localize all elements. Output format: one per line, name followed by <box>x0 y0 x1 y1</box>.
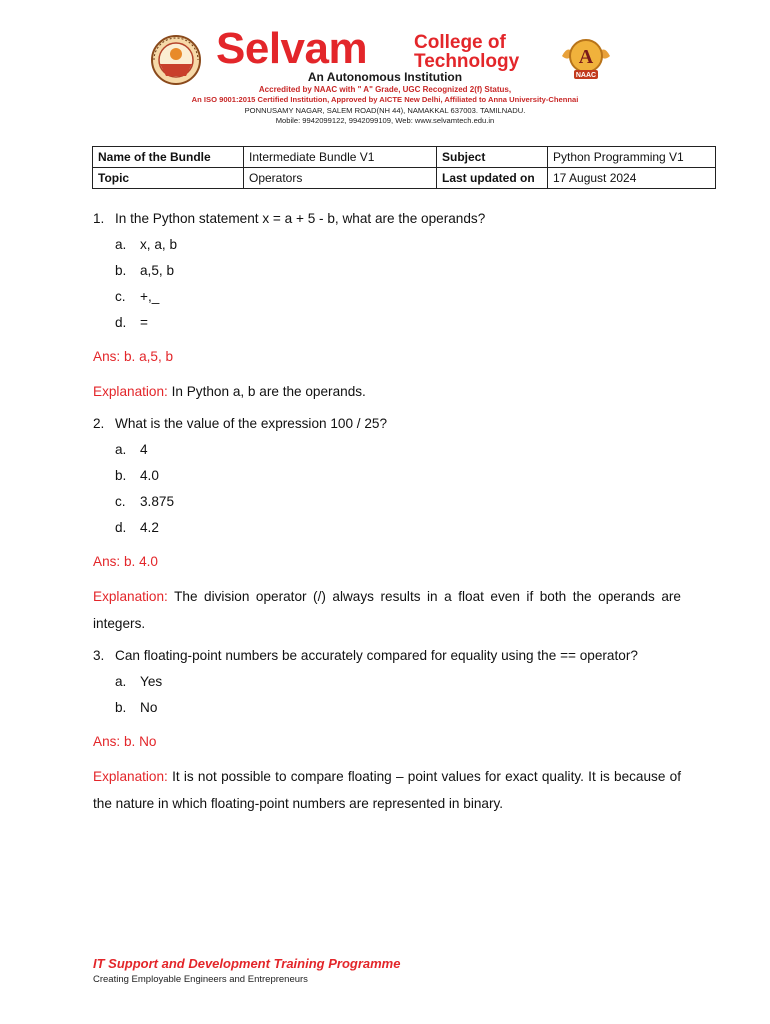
answer-line: Ans: b. 4.0 <box>93 554 158 569</box>
options-list <box>93 232 681 336</box>
table-row <box>93 168 716 189</box>
question-text: In the Python statement x = a + 5 - b, what are the operands? <box>115 211 486 226</box>
option-letter: b. <box>115 263 127 278</box>
answer-line: Ans: b. a,5, b <box>93 349 174 364</box>
list-item <box>93 284 681 310</box>
bundle-info-table <box>92 146 716 189</box>
explanation <box>93 583 681 637</box>
option-letter: c. <box>115 289 126 304</box>
question-text: What is the value of the expression 100 / 25? <box>115 416 388 431</box>
option-text: 3.875 <box>140 494 175 509</box>
option-letter: b. <box>115 468 127 483</box>
answer-line: Ans: b. No <box>93 734 157 749</box>
address-line: PONNUSAMY NAGAR, SALEM ROAD(NH 44), NAMAKKAL 637003. TAMILNADU. <box>244 106 526 115</box>
bundle-label: Name of the Bundle <box>93 147 244 168</box>
explanation-text: The division operator (/) always results in a float even if both the operands are integers. <box>93 589 681 631</box>
bundle-value: Intermediate Bundle V1 <box>244 147 437 168</box>
option-text: +,_ <box>140 289 160 304</box>
iso-line: An ISO 9001:2015 Certified Institution, Approved by AICTE New Delhi, Affiliated to Anna University-Chennai <box>191 95 579 104</box>
question-2 <box>93 411 681 437</box>
option-text: No <box>140 700 158 715</box>
question-text: Can floating-point numbers be accurately compared for equality using the == operator? <box>115 648 638 663</box>
option-text: 4.0 <box>140 468 159 483</box>
brand-sub-line-1: College of <box>414 32 506 53</box>
letterhead <box>150 24 620 130</box>
topic-value: Operators <box>244 168 437 189</box>
institution-tagline: An Autonomous Institution <box>307 70 463 84</box>
accreditation-line: Accredited by NAAC with " A" Grade, UGC Recognized 2(f) Status, <box>258 85 512 94</box>
list-item <box>93 258 681 284</box>
option-letter: b. <box>115 700 127 715</box>
explanation-label: Explanation: <box>93 384 168 399</box>
subject-label: Subject <box>437 147 548 168</box>
option-text: Yes <box>140 674 163 689</box>
subject-value: Python Programming V1 <box>548 147 716 168</box>
topic-label: Topic <box>93 168 244 189</box>
explanation <box>93 378 681 405</box>
option-letter: d. <box>115 315 127 330</box>
option-text: 4.2 <box>140 520 159 535</box>
list-item <box>93 695 681 721</box>
naac-badge-text: NAAC <box>575 72 597 79</box>
option-text: a,5, b <box>140 263 175 278</box>
options-list <box>93 437 681 541</box>
option-text: = <box>140 315 148 330</box>
option-letter: a. <box>115 237 127 252</box>
brand-sub <box>414 33 519 71</box>
list-item <box>93 232 681 258</box>
list-item <box>93 310 681 336</box>
brand-sub-line-2: Technology <box>414 51 520 72</box>
updated-label: Last updated on <box>437 168 548 189</box>
updated-value: 17 August 2024 <box>548 168 716 189</box>
option-text: x, a, b <box>140 237 178 252</box>
explanation-label: Explanation: <box>93 589 168 604</box>
naac-badge-letter: A <box>578 46 594 68</box>
explanation-text: It is not possible to compare floating – point values for exact quality. It is because of the nature in which floating-point numbers are represented in binary. <box>93 769 681 811</box>
option-text: 4 <box>140 442 148 457</box>
explanation <box>93 763 681 817</box>
list-item <box>93 437 681 463</box>
question-1 <box>93 206 681 232</box>
page-footer <box>93 956 400 985</box>
option-letter: c. <box>115 494 126 509</box>
question-number: 2. <box>93 416 105 431</box>
option-letter: d. <box>115 520 127 535</box>
question-3 <box>93 643 681 669</box>
list-item <box>93 489 681 515</box>
question-number: 3. <box>93 648 105 663</box>
table-row <box>93 147 716 168</box>
option-letter: a. <box>115 442 127 457</box>
option-letter: a. <box>115 674 127 689</box>
explanation-text: In Python a, b are the operands. <box>167 384 366 399</box>
list-item <box>93 515 681 541</box>
programme-title: IT Support and Development Training Programme <box>93 956 401 971</box>
list-item <box>93 463 681 489</box>
question-number: 1. <box>93 211 105 226</box>
contact-line: Mobile: 9942099122, 9942099109, Web: www.selvamtech.edu.in <box>275 116 495 125</box>
options-list <box>93 669 681 721</box>
programme-slogan: Creating Employable Engineers and Entrepreneurs <box>93 974 308 985</box>
list-item <box>93 669 681 695</box>
brand-main: Selvam <box>216 24 368 73</box>
explanation-label: Explanation: <box>93 769 168 784</box>
question-list <box>93 200 681 817</box>
